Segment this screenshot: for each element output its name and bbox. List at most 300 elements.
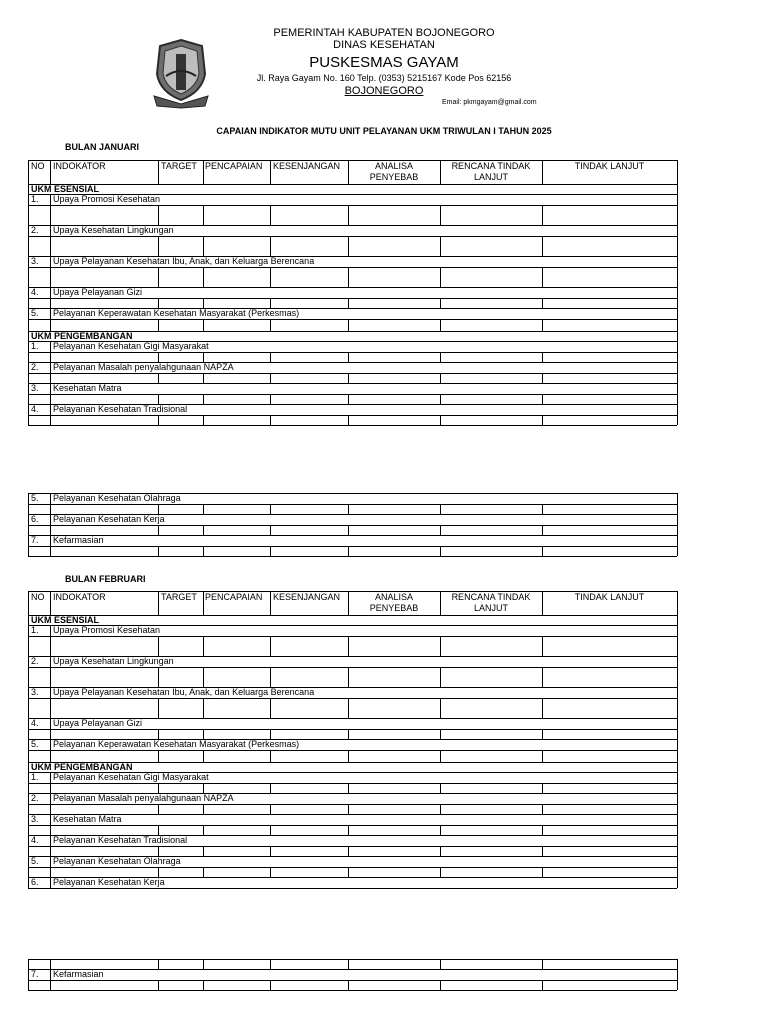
table-rule: [203, 352, 204, 362]
table-rule: [677, 969, 678, 990]
table-rule: [158, 415, 159, 425]
col-header-tindak-lanjut: TINDAK LANJUT: [574, 161, 645, 171]
table-rule: [348, 667, 349, 687]
table-rule: [28, 184, 29, 194]
indicator-name-feb-p2: Kesehatan Matra: [53, 814, 122, 824]
table-rule: [542, 394, 543, 404]
table-rule: [677, 793, 678, 814]
table-rule: [440, 698, 441, 718]
table-rule: [348, 750, 349, 762]
indicator-no-feb-p4: 5.: [31, 856, 39, 866]
table-rule: [28, 546, 677, 547]
table-rule: [270, 236, 271, 256]
indicator-name-feb-e4: Pelayanan Keperawatan Kesehatan Masyarakat (Perkesmas): [53, 739, 300, 749]
table-rule: [28, 656, 29, 687]
table-rule: [28, 750, 677, 751]
table-rule: [677, 287, 678, 308]
table-rule: [348, 236, 349, 256]
col-header-penyebab: PENYEBAB: [369, 172, 419, 182]
table-rule: [348, 546, 349, 556]
table-rule: [440, 980, 441, 990]
indicator-name-jan-p5: Pelayanan Kesehatan Kerja: [53, 514, 165, 524]
table-rule: [677, 514, 678, 535]
table-rule: [348, 373, 349, 383]
table-rule: [348, 959, 349, 969]
table-rule: [158, 319, 159, 331]
table-rule: [28, 383, 677, 384]
table-rule: [158, 867, 159, 877]
table-rule: [348, 352, 349, 362]
table-rule: [158, 352, 159, 362]
table-rule: [158, 846, 159, 856]
indicator-name-feb-p3: Pelayanan Kesehatan Tradisional: [53, 835, 188, 845]
indicator-name-jan-p1: Pelayanan Masalah penyalahgunaan NAPZA: [53, 362, 234, 372]
table-rule: [348, 298, 349, 308]
table-rule: [203, 394, 204, 404]
table-rule: [542, 373, 543, 383]
city-line: BOJONEGORO: [344, 85, 424, 97]
table-rule: [203, 591, 204, 615]
table-rule: [542, 804, 543, 814]
table-rule: [28, 969, 677, 970]
indicator-name-feb-e0: Upaya Promosi Kesehatan: [53, 625, 161, 635]
table-rule: [28, 331, 29, 341]
indicator-name-jan-p2: Kesehatan Matra: [53, 383, 122, 393]
table-rule: [677, 877, 678, 888]
table-rule: [440, 373, 441, 383]
table-rule: [677, 256, 678, 287]
table-rule: [270, 698, 271, 718]
table-rule: [270, 160, 271, 184]
table-rule: [348, 415, 349, 425]
indicator-name-feb-e3: Upaya Pelayanan Gizi: [53, 718, 143, 728]
table-rule: [440, 750, 441, 762]
indicator-no-jan-p3: 4.: [31, 404, 39, 414]
indicator-no-feb-p3: 4.: [31, 835, 39, 845]
table-rule: [158, 236, 159, 256]
col-header-target: TARGET: [161, 592, 197, 602]
table-rule: [542, 729, 543, 739]
table-rule: [203, 525, 204, 535]
indicator-no-jan-p4: 5.: [31, 493, 39, 503]
table-rule: [203, 980, 204, 990]
col-header-kesenjangan: KESENJANGAN: [273, 161, 341, 171]
table-rule: [677, 331, 678, 341]
table-rule: [158, 504, 159, 514]
table-rule: [677, 814, 678, 835]
table-rule: [677, 772, 678, 793]
table-rule: [270, 750, 271, 762]
table-rule: [28, 504, 677, 505]
table-rule: [542, 750, 543, 762]
table-rule: [28, 804, 677, 805]
table-rule: [28, 980, 677, 981]
table-rule: [270, 298, 271, 308]
table-rule: [677, 959, 678, 969]
table-rule: [203, 546, 204, 556]
table-rule: [542, 980, 543, 990]
feb-p5-name: Pelayanan Kesehatan Kerja: [53, 877, 165, 887]
col-header-rencana: RENCANA TINDAK: [451, 592, 531, 602]
table-rule: [348, 867, 349, 877]
table-rule: [677, 739, 678, 762]
table-rule: [28, 267, 677, 268]
table-rule: [542, 352, 543, 362]
table-rule: [28, 256, 29, 287]
table-rule: [203, 846, 204, 856]
table-rule: [28, 225, 29, 256]
table-rule: [270, 729, 271, 739]
table-rule: [203, 636, 204, 656]
table-rule: [28, 687, 29, 718]
table-rule: [28, 959, 677, 960]
col-header-analisa: ANALISA: [374, 592, 414, 602]
gov-line: PEMERINTAH KABUPATEN BOJONEGORO: [273, 27, 495, 39]
table-rule: [440, 504, 441, 514]
table-rule: [542, 525, 543, 535]
table-rule: [28, 959, 29, 969]
table-rule: [158, 591, 159, 615]
table-rule: [348, 783, 349, 793]
table-rule: [203, 825, 204, 835]
table-rule: [677, 160, 678, 184]
table-rule: [440, 205, 441, 225]
table-rule: [348, 525, 349, 535]
table-rule: [203, 698, 204, 718]
org-name: PUSKESMAS GAYAM: [309, 54, 459, 71]
table-rule: [542, 959, 543, 969]
table-rule: [203, 267, 204, 287]
table-rule: [677, 615, 678, 625]
table-rule: [203, 804, 204, 814]
table-rule: [270, 373, 271, 383]
table-rule: [203, 729, 204, 739]
table-rule: [677, 308, 678, 331]
table-rule: [440, 667, 441, 687]
table-rule: [542, 698, 543, 718]
indicator-no-jan-p2: 3.: [31, 383, 39, 393]
col-header-lanjut: LANJUT: [473, 603, 508, 613]
table-rule: [440, 729, 441, 739]
indicator-no-jan-p5: 6.: [31, 514, 39, 524]
table-rule: [677, 718, 678, 739]
table-rule: [270, 525, 271, 535]
table-rule: [28, 205, 677, 206]
puskesmas-logo: [152, 36, 210, 109]
indicator-no-jan-e2: 3.: [31, 256, 39, 266]
table-rule: [677, 493, 678, 514]
table-rule: [158, 394, 159, 404]
table-rule: [203, 750, 204, 762]
table-rule: [270, 267, 271, 287]
table-rule: [348, 804, 349, 814]
table-rule: [677, 194, 678, 225]
table-rule: [28, 636, 677, 637]
table-rule: [542, 546, 543, 556]
indicator-no-feb-p6: 7.: [31, 969, 39, 979]
address-line: Jl. Raya Gayam No. 160 Telp. (0353) 5215167 Kode Pos 62156: [256, 73, 512, 83]
col-header-no: NO: [31, 161, 45, 171]
table-rule: [50, 225, 51, 256]
col-header-kesenjangan: KESENJANGAN: [273, 592, 341, 602]
table-rule: [158, 636, 159, 656]
table-rule: [158, 750, 159, 762]
table-rule: [440, 236, 441, 256]
table-rule: [28, 298, 677, 299]
table-rule: [542, 636, 543, 656]
indicator-no-jan-p1: 2.: [31, 362, 39, 372]
table-rule: [348, 504, 349, 514]
table-rule: [158, 205, 159, 225]
table-rule: [440, 783, 441, 793]
table-rule: [158, 729, 159, 739]
indicator-name-jan-p0: Pelayanan Kesehatan Gigi Masyarakat: [53, 341, 209, 351]
table-rule: [28, 160, 29, 184]
table-rule: [270, 591, 271, 615]
col-header-analisa: ANALISA: [374, 161, 414, 171]
table-rule: [348, 319, 349, 331]
table-rule: [28, 698, 677, 699]
table-rule: [542, 236, 543, 256]
table-rule: [158, 804, 159, 814]
indicator-name-jan-p4: Pelayanan Kesehatan Olahraga: [53, 493, 181, 503]
table-rule: [28, 867, 677, 868]
table-rule: [203, 867, 204, 877]
indicator-no-jan-p6: 7.: [31, 535, 39, 545]
table-rule: [28, 846, 677, 847]
indicator-no-feb-e1: 2.: [31, 656, 39, 666]
indicator-no-jan-e4: 5.: [31, 308, 39, 318]
table-rule: [348, 846, 349, 856]
table-rule: [50, 687, 51, 718]
table-rule: [50, 194, 51, 225]
indicator-name-feb-p0: Pelayanan Kesehatan Gigi Masyarakat: [53, 772, 209, 782]
table-rule: [270, 783, 271, 793]
table-rule: [28, 556, 677, 557]
table-rule: [203, 319, 204, 331]
table-rule: [28, 877, 29, 888]
section-label: UKM PENGEMBANGAN: [31, 331, 133, 341]
table-rule: [28, 394, 677, 395]
section-label: UKM PENGEMBANGAN: [31, 762, 133, 772]
indicator-no-feb-p0: 1.: [31, 772, 39, 782]
table-rule: [270, 867, 271, 877]
email-line: Email: pkmgayam@gmail.com: [442, 99, 537, 106]
table-rule: [28, 373, 677, 374]
col-header-tindak-lanjut: TINDAK LANJUT: [574, 592, 645, 602]
table-rule: [542, 867, 543, 877]
month-label-january: BULAN JANUARI: [65, 142, 139, 152]
table-rule: [348, 729, 349, 739]
indicator-no-jan-e0: 1.: [31, 194, 39, 204]
table-rule: [28, 535, 677, 536]
table-rule: [50, 959, 51, 969]
indicator-name-feb-e2: Upaya Pelayanan Kesehatan Ibu, Anak, dan Keluarga Berencana: [53, 687, 315, 697]
table-rule: [677, 225, 678, 256]
table-rule: [677, 835, 678, 856]
dept-line: DINAS KESEHATAN: [333, 39, 435, 51]
table-rule: [203, 667, 204, 687]
table-rule: [28, 525, 677, 526]
table-rule: [270, 846, 271, 856]
table-rule: [542, 846, 543, 856]
table-rule: [677, 591, 678, 615]
table-rule: [203, 373, 204, 383]
table-rule: [677, 362, 678, 383]
table-rule: [270, 980, 271, 990]
indicator-no-feb-p1: 2.: [31, 793, 39, 803]
table-rule: [158, 525, 159, 535]
table-rule: [158, 160, 159, 184]
indicator-no-jan-e1: 2.: [31, 225, 39, 235]
table-rule: [270, 667, 271, 687]
table-rule: [440, 525, 441, 535]
table-rule: [203, 205, 204, 225]
table-rule: [542, 319, 543, 331]
table-rule: [348, 394, 349, 404]
indicator-no-feb-e4: 5.: [31, 739, 39, 749]
table-rule: [542, 415, 543, 425]
table-rule: [203, 783, 204, 793]
table-rule: [348, 980, 349, 990]
table-rule: [158, 298, 159, 308]
table-rule: [28, 194, 29, 225]
indicator-no-feb-e3: 4.: [31, 718, 39, 728]
indicator-name-jan-e1: Upaya Kesehatan Lingkungan: [53, 225, 174, 235]
indicator-name-jan-p3: Pelayanan Kesehatan Tradisional: [53, 404, 188, 414]
section-label: UKM ESENSIAL: [31, 184, 100, 194]
table-rule: [440, 959, 441, 969]
table-rule: [28, 625, 29, 656]
indicator-name-jan-e2: Upaya Pelayanan Kesehatan Ibu, Anak, dan Keluarga Berencana: [53, 256, 315, 266]
indicator-no-feb-e0: 1.: [31, 625, 39, 635]
table-rule: [28, 319, 677, 320]
table-rule: [28, 888, 677, 889]
table-rule: [158, 698, 159, 718]
section-label: UKM ESENSIAL: [31, 615, 100, 625]
table-rule: [28, 814, 677, 815]
col-header-indikator: INDOKATOR: [53, 161, 106, 171]
table-rule: [50, 591, 51, 615]
table-rule: [440, 825, 441, 835]
table-rule: [270, 205, 271, 225]
table-rule: [158, 267, 159, 287]
indicator-name-jan-p6: Kefarmasian: [53, 535, 104, 545]
table-rule: [28, 184, 677, 185]
table-rule: [542, 267, 543, 287]
table-rule: [440, 352, 441, 362]
indicator-name-jan-e3: Upaya Pelayanan Gizi: [53, 287, 143, 297]
table-rule: [270, 319, 271, 331]
col-header-pencapaian: PENCAPAIAN: [205, 592, 263, 602]
table-rule: [28, 615, 29, 625]
col-header-indikator: INDOKATOR: [53, 592, 106, 602]
table-rule: [270, 546, 271, 556]
table-rule: [270, 352, 271, 362]
table-rule: [203, 298, 204, 308]
table-rule: [677, 383, 678, 404]
table-rule: [28, 236, 677, 237]
table-rule: [677, 535, 678, 556]
table-rule: [270, 636, 271, 656]
table-rule: [677, 656, 678, 687]
table-rule: [28, 825, 677, 826]
table-rule: [440, 298, 441, 308]
table-rule: [542, 298, 543, 308]
table-rule: [440, 394, 441, 404]
table-rule: [50, 625, 51, 656]
table-rule: [270, 959, 271, 969]
table-rule: [440, 415, 441, 425]
table-rule: [203, 504, 204, 514]
table-rule: [348, 825, 349, 835]
table-rule: [677, 404, 678, 425]
table-rule: [677, 856, 678, 877]
feb-p5-no: 6.: [31, 877, 39, 887]
indicator-no-feb-e2: 3.: [31, 687, 39, 697]
table-rule: [50, 656, 51, 687]
table-rule: [158, 373, 159, 383]
table-rule: [440, 267, 441, 287]
table-rule: [28, 729, 677, 730]
indicator-no-feb-p2: 3.: [31, 814, 39, 824]
table-rule: [270, 415, 271, 425]
indicator-name-jan-e0: Upaya Promosi Kesehatan: [53, 194, 161, 204]
table-rule: [542, 667, 543, 687]
table-rule: [203, 959, 204, 969]
table-rule: [28, 783, 677, 784]
month-label-february: BULAN FEBRUARI: [65, 574, 146, 584]
indicator-name-feb-e1: Upaya Kesehatan Lingkungan: [53, 656, 174, 666]
col-header-rencana: RENCANA TINDAK: [451, 161, 531, 171]
table-rule: [270, 394, 271, 404]
table-rule: [50, 877, 51, 888]
table-rule: [348, 205, 349, 225]
col-header-lanjut: LANJUT: [473, 172, 508, 182]
indicator-no-jan-p0: 1.: [31, 341, 39, 351]
table-rule: [203, 160, 204, 184]
col-header-target: TARGET: [161, 161, 197, 171]
table-rule: [677, 341, 678, 362]
table-rule: [348, 267, 349, 287]
col-header-penyebab: PENYEBAB: [369, 603, 419, 613]
table-rule: [50, 160, 51, 184]
table-rule: [348, 698, 349, 718]
table-rule: [440, 867, 441, 877]
indicator-name-jan-e4: Pelayanan Keperawatan Kesehatan Masyarakat (Perkesmas): [53, 308, 300, 318]
table-rule: [28, 352, 677, 353]
table-rule: [542, 205, 543, 225]
table-rule: [440, 546, 441, 556]
table-rule: [28, 667, 677, 668]
table-rule: [28, 425, 677, 426]
table-rule: [158, 546, 159, 556]
table-rule: [50, 256, 51, 287]
table-rule: [158, 959, 159, 969]
table-rule: [677, 184, 678, 194]
table-rule: [158, 980, 159, 990]
table-rule: [270, 825, 271, 835]
table-rule: [203, 415, 204, 425]
table-rule: [158, 783, 159, 793]
indicator-name-feb-p6: Kefarmasian: [53, 969, 104, 979]
col-header-no: NO: [31, 592, 45, 602]
table-rule: [270, 504, 271, 514]
table-rule: [28, 415, 677, 416]
table-rule: [158, 667, 159, 687]
table-rule: [677, 625, 678, 656]
table-rule: [677, 762, 678, 772]
